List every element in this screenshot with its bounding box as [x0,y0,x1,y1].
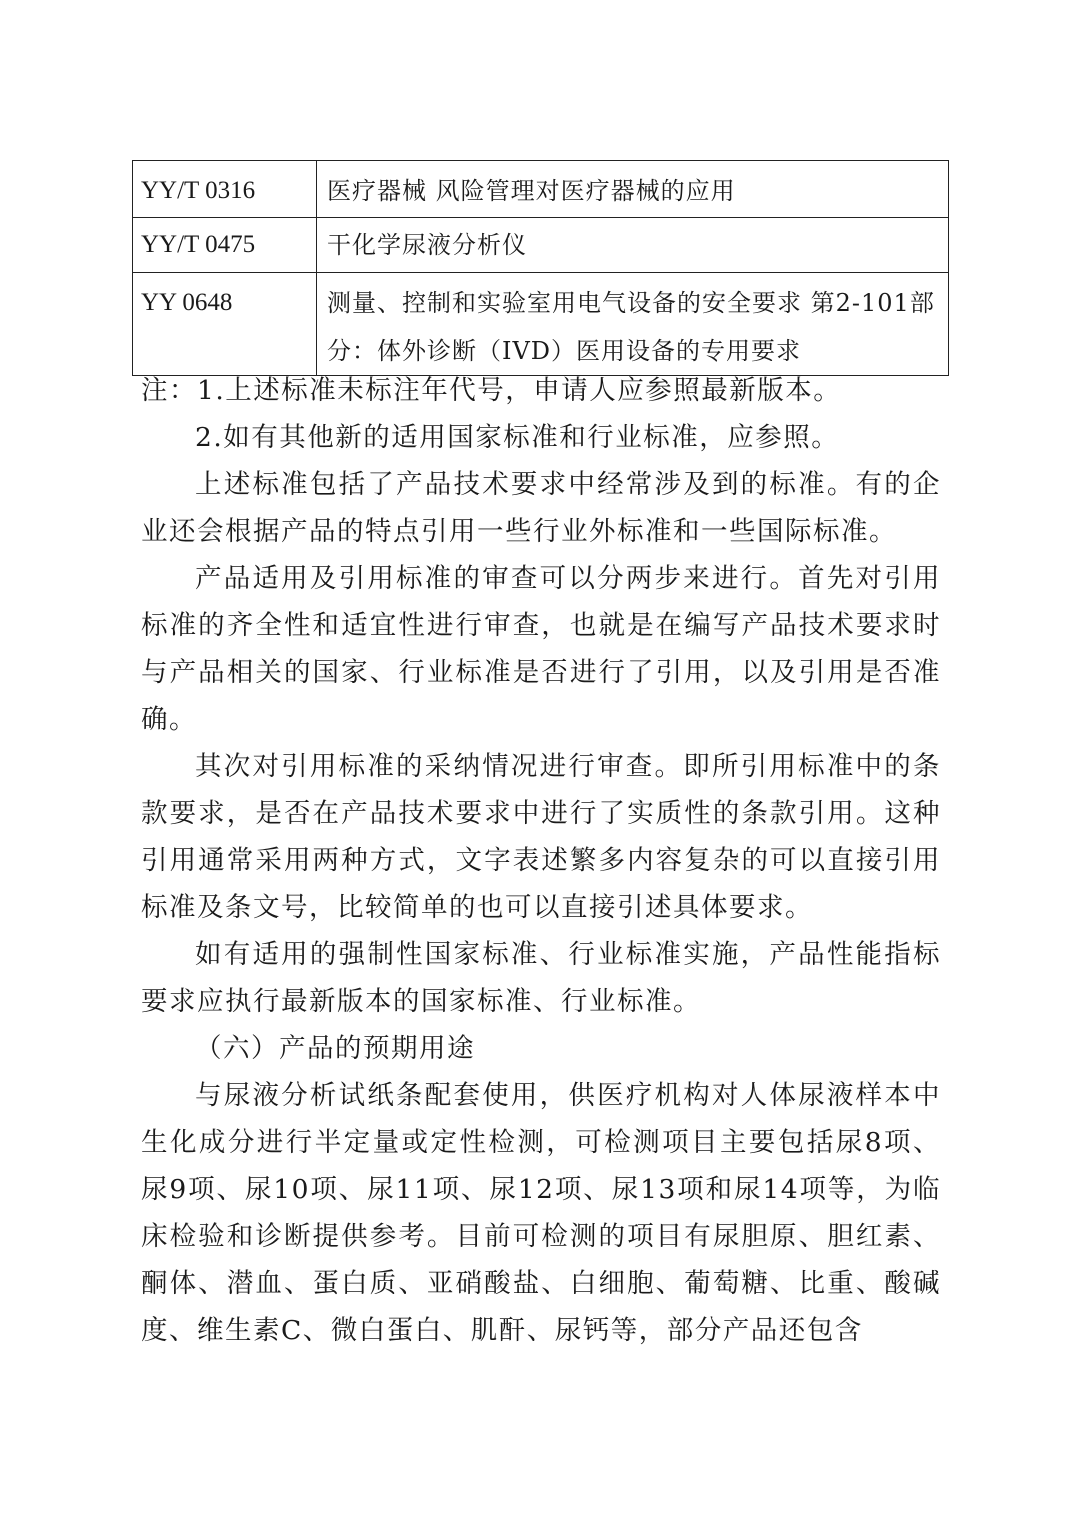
table-row [133,161,949,218]
standard-code: YY/T 0475 [133,218,317,273]
standards-table [132,160,949,376]
paragraph: 其次对引用标准的采纳情况进行审查。即所引用标准中的条款要求，是否在产品技术要求中进行了实质性的条款引用。这种引用通常采用两种方式，文字表述繁多内容复杂的可以直接引用标准及条文号，比较简单的也可以直接引述具体要求。 [141,751,941,923]
standard-code: YY/T 0316 [133,161,317,218]
standard-name-line: 测量、控制和实验室用电气设备的安全要求 第2-101部 [327,289,935,317]
standard-name [317,273,949,376]
standard-code: YY 0648 [133,273,317,376]
note-1: 注：1.上述标准未标注年代号，申请人应参照最新版本。 [141,375,842,406]
standard-name: 干化学尿液分析仪 [317,218,949,273]
document-body [141,367,941,1354]
table-row [133,273,949,376]
standard-name-line: 分：体外诊断（IVD）医用设备的专用要求 [327,337,802,365]
note-2: 2.如有其他新的适用国家标准和行业标准，应参照。 [195,422,840,453]
paragraph: 上述标准包括了产品技术要求中经常涉及到的标准。有的企业还会根据产品的特点引用一些行业外标准和一些国际标准。 [141,469,941,547]
standard-name: 医疗器械 风险管理对医疗器械的应用 [317,161,949,218]
paragraph: 产品适用及引用标准的审查可以分两步来进行。首先对引用标准的齐全性和适宜性进行审查，也就是在编写产品技术要求时与产品相关的国家、行业标准是否进行了引用，以及引用是否准确。 [141,563,941,735]
section-heading: （六）产品的预期用途 [195,1033,475,1064]
table-row [133,218,949,273]
paragraph: 与尿液分析试纸条配套使用，供医疗机构对人体尿液样本中生化成分进行半定量或定性检测，可检测项目主要包括尿8项、尿9项、尿10项、尿11项、尿12项、尿13项和尿14项等，为临床检验和诊断提供参考。目前可检测的项目有尿胆原、胆红素、酮体、潜血、蛋白质、亚硝酸盐、白细胞、葡萄糖、比重、酸碱度、维生素C、微白蛋白、肌酐、尿钙等，部分产品还包含 [141,1080,941,1346]
paragraph: 如有适用的强制性国家标准、行业标准实施，产品性能指标要求应执行最新版本的国家标准、行业标准。 [141,939,941,1017]
